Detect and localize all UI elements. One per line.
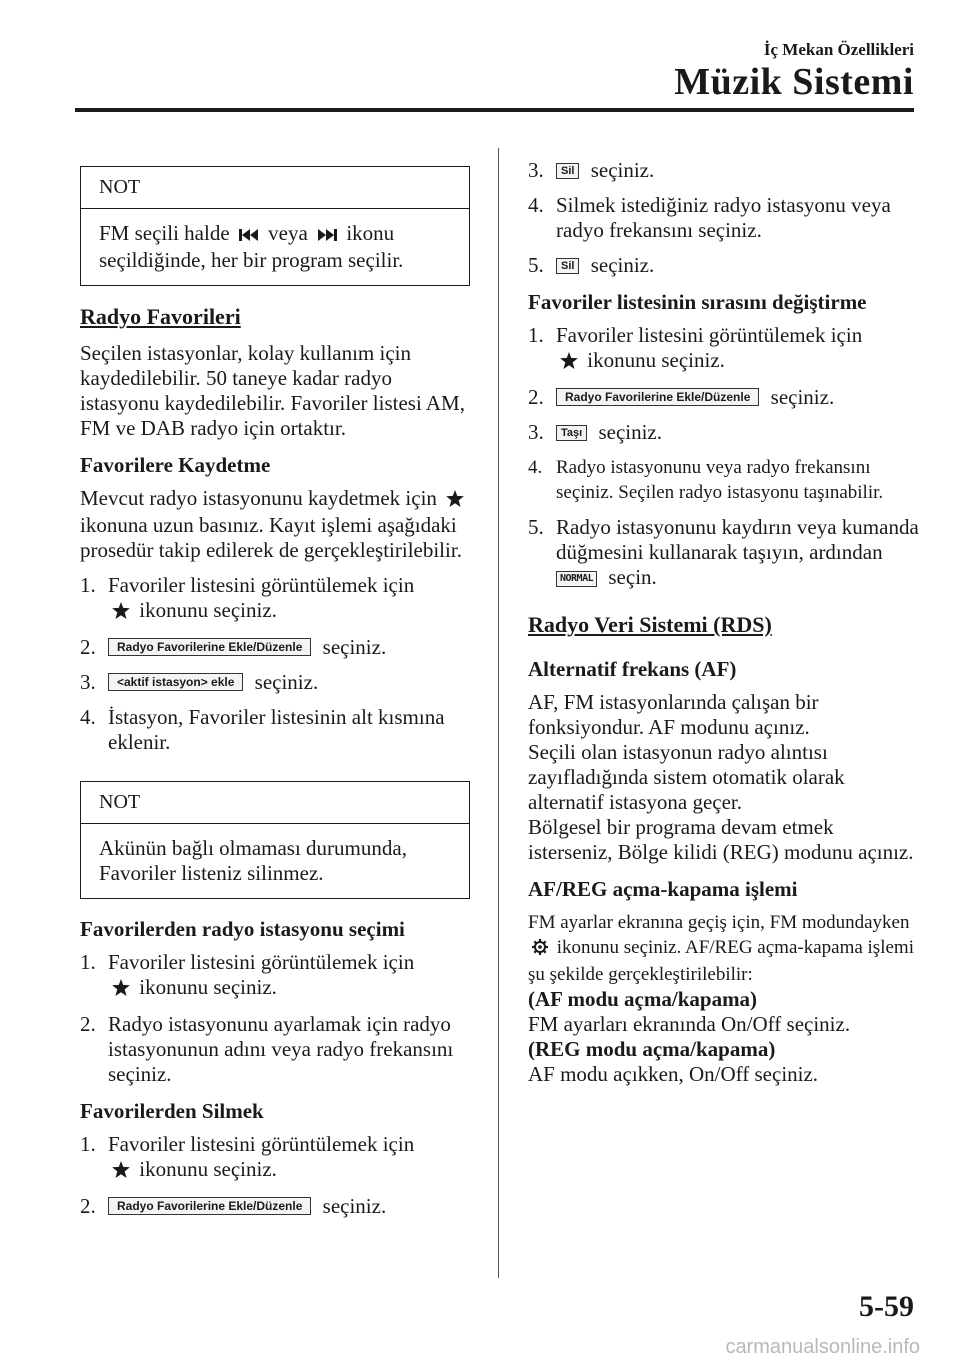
settings-gear-icon <box>532 937 548 962</box>
paragraph: Bölgesel bir programa devam etmek isterseniz, Bölge kilidi (REG) modunu açınız. <box>528 815 914 864</box>
column-divider <box>498 148 499 1278</box>
note-text: FM seçili halde <box>99 221 230 245</box>
list-item: 1. Favoriler listesini görüntülemek için ikonunu seçiniz. <box>80 1132 470 1184</box>
favorites-edit-button[interactable]: Radyo Favorilerine Ekle/Düzenle <box>108 1197 311 1215</box>
chapter-label: İç Mekan Özellikleri <box>763 40 914 59</box>
paragraph: FM ayarlar ekranına geçiş için, FM modundayken ikonunu seçiniz. AF/REG açma-kapama işlemi şu şekilde gerçekleştirilebilir: <box>528 912 914 985</box>
paragraph: Mevcut radyo istasyonunu kaydetmek için ikonuna uzun basınız. Kayıt işlemi aşağıdaki prosedür takip edilerek de gerçekleştirilebilir. <box>80 486 470 563</box>
list-item: 4. İstasyon, Favoriler listesinin alt kısmına eklenir. <box>80 705 445 754</box>
subheading-afreg: AF/REG açma-kapama işlemi <box>528 877 798 901</box>
list-item: 1. Favoriler listesini görüntülemek için ikonunu seçiniz. <box>80 950 470 1002</box>
skip-next-icon <box>317 223 337 248</box>
list-item: 3. Sil seçiniz. <box>528 158 655 182</box>
subheading-save: Favorilere Kaydetme <box>80 453 271 477</box>
section-heading-favorites: Radyo Favorileri <box>80 304 241 329</box>
page-number: 5-59 <box>859 1290 914 1323</box>
list-item: 5. Sil seçiniz. <box>528 253 655 277</box>
note-heading: NOT <box>81 782 469 824</box>
list-item: 4. Radyo istasyonunu veya radyo frekansını seçiniz. Seçilen radyo istasyonu taşınabilir. <box>528 457 884 503</box>
star-icon <box>112 1159 130 1184</box>
paragraph: Seçili olan istasyonun radyo alıntısı zayıfladığında sistem otomatik olarak alternatif istasyona geçer. <box>528 740 845 814</box>
note-box-1 <box>80 166 470 286</box>
note-text: veya <box>268 221 308 245</box>
left-column <box>80 158 470 1229</box>
list-item: 1. Favoriler listesini görüntülemek için ikonunu seçiniz. <box>80 573 470 625</box>
watermark: carmanualsonline.info <box>725 1336 920 1358</box>
note-box-2 <box>80 781 470 899</box>
delete-button[interactable]: Sil <box>556 258 579 274</box>
header-rule <box>75 108 914 112</box>
star-icon <box>112 977 130 1002</box>
delete-button[interactable]: Sil <box>556 163 579 179</box>
note-heading: NOT <box>81 167 469 209</box>
list-item: 2. Radyo Favorilerine Ekle/Düzenle seçiniz. <box>528 385 835 409</box>
page-title: Müzik Sistemi <box>674 61 914 103</box>
favorites-edit-button[interactable]: Radyo Favorilerine Ekle/Düzenle <box>108 638 311 656</box>
paragraph: Seçilen istasyonlar, kolay kullanım için kaydedilebilir. 50 taneye kadar radyo istasyonu kaydedilebilir. Favoriler listesi AM, FM ve DAB radyo için ortaktır. <box>80 341 465 440</box>
normal-button[interactable]: NORMAL <box>556 571 597 587</box>
right-column <box>528 158 920 1087</box>
paragraph: AF, FM istasyonlarında çalışan bir fonksiyondur. AF modunu açınız. <box>528 690 819 739</box>
star-icon <box>560 350 578 375</box>
note-text: ikonu seçildiğinde, her bir program seçilir. <box>99 221 404 272</box>
af-mode-heading: (AF modu açma/kapama) <box>528 987 758 1011</box>
list-item: 1. Favoriler listesini görüntülemek için ikonunu seçiniz. <box>528 323 920 375</box>
subheading-order: Favoriler listesinin sırasını değiştirme <box>528 290 867 314</box>
star-icon <box>112 600 130 625</box>
list-item: 2. Radyo Favorilerine Ekle/Düzenle seçiniz. <box>80 1194 387 1218</box>
star-icon <box>446 488 464 513</box>
list-item: 3. <aktif istasyon> ekle seçiniz. <box>80 670 319 694</box>
skip-previous-icon <box>239 223 259 248</box>
subheading-select: Favorilerden radyo istasyonu seçimi <box>80 917 405 941</box>
note-body: Akünün bağlı olmaması durumunda, Favoriler listeniz silinmez. <box>99 836 407 885</box>
move-button[interactable]: Taşı <box>556 425 587 441</box>
list-item: 4. Silmek istediğiniz radyo istasyonu veya radyo frekansını seçiniz. <box>528 193 891 242</box>
add-active-station-button[interactable]: <aktif istasyon> ekle <box>108 673 243 691</box>
list-item: 2. Radyo Favorilerine Ekle/Düzenle seçiniz. <box>80 635 387 659</box>
note-body <box>81 209 469 285</box>
section-heading-rds: Radyo Veri Sistemi (RDS) <box>528 612 772 637</box>
subheading-delete: Favorilerden Silmek <box>80 1099 264 1123</box>
subheading-af: Alternatif frekans (AF) <box>528 657 737 681</box>
list-item: 3. Taşı seçiniz. <box>528 420 663 444</box>
reg-mode-heading: (REG modu açma/kapama) <box>528 1037 776 1061</box>
paragraph: AF modu açıkken, On/Off seçiniz. <box>528 1062 819 1086</box>
favorites-edit-button[interactable]: Radyo Favorilerine Ekle/Düzenle <box>556 388 759 406</box>
list-item: 5. Radyo istasyonunu kaydırın veya kumanda düğmesini kullanarak taşıyın, ardından NORMAL seçin. <box>528 515 919 589</box>
paragraph: FM ayarları ekranında On/Off seçiniz. <box>528 1012 851 1036</box>
list-item: 2. Radyo istasyonunu ayarlamak için radyo istasyonunun adını veya radyo frekansını seçiniz. <box>80 1012 454 1086</box>
